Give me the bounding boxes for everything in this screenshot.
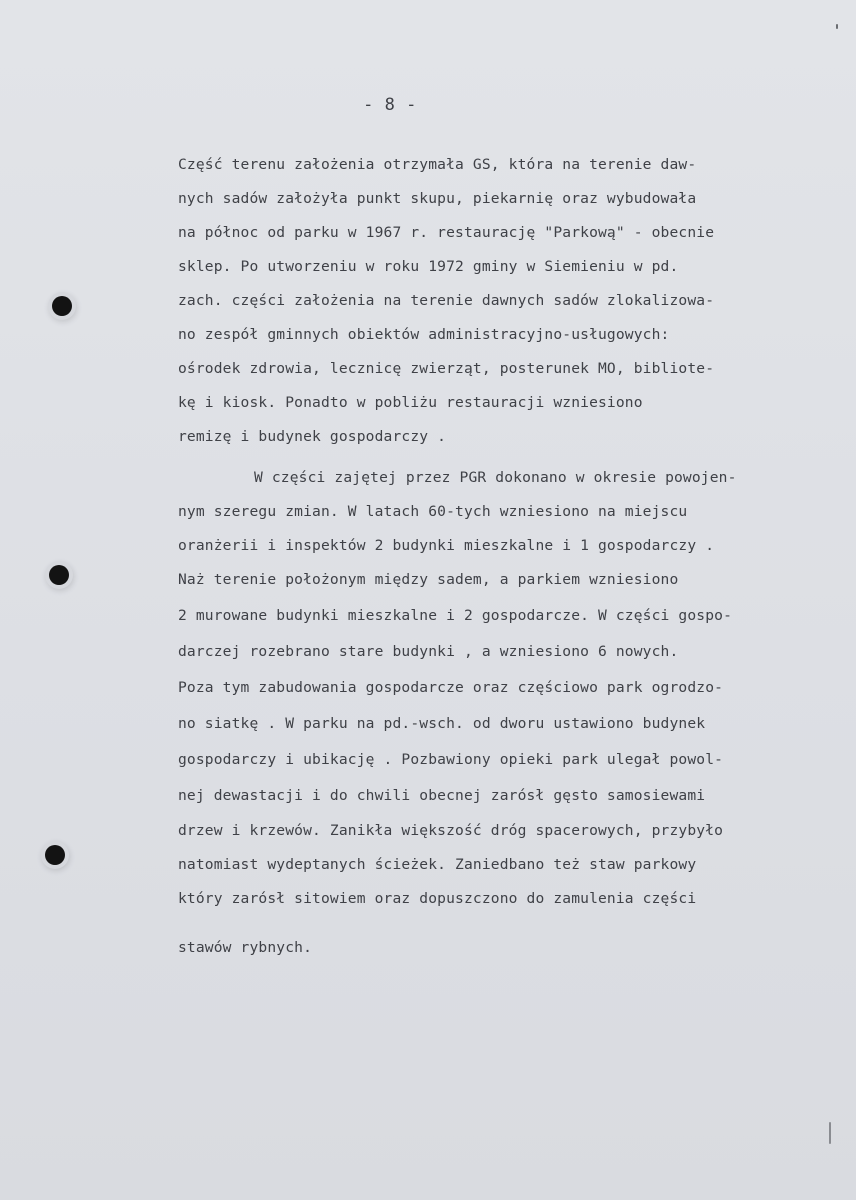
text-line: który zarósł sitowiem oraz dopuszczono do zamulenia części [178, 890, 697, 907]
text-line: stawów rybnych. [178, 939, 313, 956]
text-line: Poza tym zabudowania gospodarcze oraz częściowo park ogrodzo- [178, 679, 724, 696]
paper-speck [829, 1122, 831, 1144]
text-line: nych sadów założyła punkt skupu, piekarnię oraz wybudowała [178, 190, 697, 207]
paper-speck [836, 24, 838, 29]
text-line: remizę i budynek gospodarczy . [178, 428, 447, 445]
text-line: oranżerii i inspektów 2 budynki mieszkalne i 1 gospodarczy . [178, 537, 715, 554]
text-line: 2 murowane budynki mieszkalne i 2 gospodarcze. W części gospo- [178, 607, 733, 624]
text-line: kę i kiosk. Ponadto w pobliżu restauracji wzniesiono [178, 394, 643, 411]
text-line: ośrodek zdrowia, lecznicę zwierząt, posterunek MO, bibliote- [178, 360, 715, 377]
text-line: natomiast wydeptanych ścieżek. Zaniedbano też staw parkowy [178, 856, 697, 873]
text-line: na północ od parku w 1967 r. restaurację "Parkową" - obecnie [178, 224, 715, 241]
text-line: gospodarczy i ubikację . Pozbawiony opieki park ulegał powol- [178, 751, 724, 768]
text-line: nym szeregu zmian. W latach 60-tych wzniesiono na miejscu [178, 503, 688, 520]
punch-hole [49, 565, 69, 585]
punch-hole [45, 845, 65, 865]
punch-hole [52, 296, 72, 316]
text-line: no zespół gminnych obiektów administracyjno-usługowych: [178, 326, 670, 343]
text-line: nej dewastacji i do chwili obecnej zarósł gęsto samosiewami [178, 787, 706, 804]
text-line: zach. części założenia na terenie dawnych sadów zlokalizowa- [178, 292, 715, 309]
text-line: drzew i krzewów. Zanikła większość dróg spacerowych, przybyło [178, 822, 724, 839]
text-line: no siatkę . W parku na pd.-wsch. od dworu ustawiono budynek [178, 715, 706, 732]
page-number: - 8 - [363, 95, 417, 115]
text-line: sklep. Po utworzeniu w roku 1972 gminy w Siemieniu w pd. [178, 258, 679, 275]
text-line: darczej rozebrano stare budynki , a wzniesiono 6 nowych. [178, 643, 679, 660]
text-line: Część terenu założenia otrzymała GS, która na terenie daw- [178, 156, 697, 173]
text-line: W części zajętej przez PGR dokonano w okresie powojen- [254, 469, 737, 486]
text-line: Naż terenie położonym między sadem, a parkiem wzniesiono [178, 571, 679, 588]
